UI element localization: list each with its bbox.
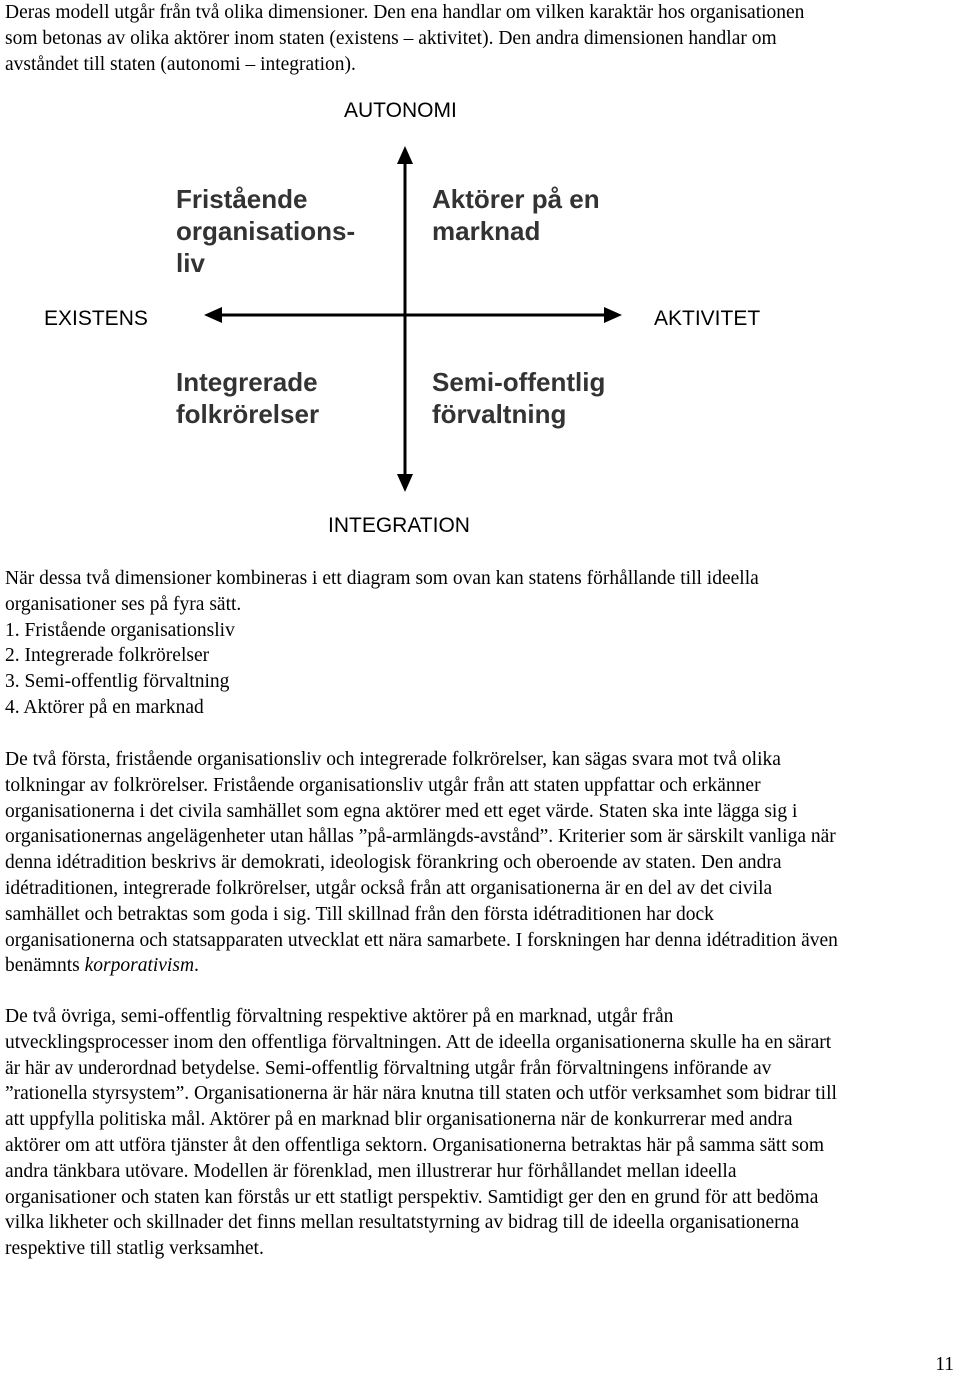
paragraph-line: organisationerna och statsapparaten utvecklat ett nära samarbete. I forskningen har denna idétradition även bbox=[5, 929, 838, 951]
paragraph-line: organisationerna i det civila samhället som egna aktörer med ett eget värde. Staten ska inte lägga sig i bbox=[5, 800, 798, 822]
paragraph-last-line bbox=[5, 953, 955, 979]
intro-line: avståndet till staten (autonomi – integration). bbox=[5, 53, 356, 75]
diagram-axes bbox=[0, 0, 960, 560]
paragraph-line: När dessa två dimensioner kombineras i ett diagram som ovan kan statens förhållande till ideella bbox=[5, 568, 759, 589]
list-item: 2. Integrerade folkrörelser bbox=[5, 645, 210, 667]
paragraph-first-two-types bbox=[5, 747, 955, 979]
axis-label-aktivitet: AKTIVITET bbox=[654, 307, 761, 330]
quadrant-semi-offentlig-forvaltning: Semi-offentlig förvaltning bbox=[432, 367, 606, 429]
autonomy-activity-diagram bbox=[0, 0, 960, 560]
list-item: 1. Fristående organisationsliv bbox=[5, 619, 235, 641]
paragraph-line: att uppfylla politiska mål. Aktörer på en marknad blir organisationerna när de konkurrerar med andra bbox=[5, 1109, 793, 1131]
last-line-end: . bbox=[194, 955, 199, 977]
paragraph-line: organisationernas angelägenheter utan hållas ”på-armlängds-avstånd”. Kriterier som är särskilt vanliga när bbox=[5, 826, 836, 848]
arrow-up-icon bbox=[397, 146, 413, 164]
arrow-left-icon bbox=[204, 307, 222, 323]
arrow-right-icon bbox=[604, 307, 622, 323]
arrow-down-icon bbox=[397, 474, 413, 492]
axis-label-existens: EXISTENS bbox=[44, 307, 148, 330]
paragraph-line: tolkningar av folkrörelser. Fristående organisationsliv utgår från att staten uppfattar och erkänner bbox=[5, 774, 761, 796]
paragraph-line: aktörer om att utföra tjänster åt den offentliga sektorn. Organisationerna betraktas här på samma sätt som bbox=[5, 1134, 825, 1156]
paragraph-line: denna idétradition beskrivs är demokrati, ideologisk förankring och oberoende av staten. Den andra bbox=[5, 852, 782, 874]
paragraph-line: samhället och betraktas som goda i sig. Till skillnad från den första idétraditionen har dock bbox=[5, 903, 714, 925]
quadrant-integrerade-folkrorelser: Integrerade folkrörelser bbox=[176, 367, 320, 429]
emphasized-term: korporativism bbox=[84, 955, 195, 977]
paragraph-line: andra tänkbara utövare. Modellen är förenklad, men illustrerar hur förhållandet mellan ideella bbox=[5, 1160, 737, 1182]
paragraph-line: vilka likheter och skillnader det finns mellan resultatstyrning av bidrag till de ideella organisationerna bbox=[5, 1212, 800, 1234]
last-line-start: benämnts bbox=[5, 955, 85, 977]
paragraph-line: idétraditionen, integrerade folkrörelser, utgår också från att organisationerna är en del av det civila bbox=[5, 877, 773, 899]
list-item: 4. Aktörer på en marknad bbox=[5, 696, 204, 718]
paragraph-line: ”rationella styrsystem”. Organisationerna är här nära knutna till staten och utför verksamhet som bidrar till bbox=[5, 1083, 837, 1105]
paragraph-line: De två första, fristående organisationsliv och integrerade folkrörelser, kan sägas svara mot två olika bbox=[5, 749, 781, 770]
quadrant-aktorer-pa-en-marknad: Aktörer på en marknad bbox=[432, 184, 600, 246]
paragraph-line: De två övriga, semi-offentlig förvaltning respektive aktörer på en marknad, utgår från bbox=[5, 1006, 674, 1027]
list-item: 3. Semi-offentlig förvaltning bbox=[5, 671, 230, 693]
intro-line: som betonas av olika aktörer inom staten (existens – aktivitet). Den andra dimensionen handlar om bbox=[5, 27, 777, 49]
paragraph-line: är här av underordnad betydelse. Semi-offentlig förvaltning utgår från förvaltningens införande av bbox=[5, 1057, 772, 1079]
paragraph-line: utvecklingsprocesser inom den offentliga förvaltningen. Att de ideella organisationerna skulle ha en särart bbox=[5, 1031, 832, 1053]
intro-line: Deras modell utgår från två olika dimensioner. Den ena handlar om vilken karaktär hos organisationen bbox=[5, 2, 805, 23]
axis-label-integration: INTEGRATION bbox=[328, 514, 470, 537]
combination-paragraph bbox=[5, 566, 955, 721]
quadrant-fristaende-organisationsliv: Fristående organisations- liv bbox=[176, 184, 356, 278]
paragraph-line: organisationer ses på fyra sätt. bbox=[5, 593, 242, 615]
paragraph-line: organisationer och staten kan förstås ur ett statligt perspektiv. Samtidigt ger den en grund för att bedöma bbox=[5, 1186, 819, 1208]
page-number: 11 bbox=[935, 1354, 954, 1375]
paragraph-other-two-types bbox=[5, 1004, 955, 1262]
paragraph-line: respektive till statlig verksamhet. bbox=[5, 1238, 264, 1260]
axis-label-autonomi: AUTONOMI bbox=[344, 99, 457, 122]
